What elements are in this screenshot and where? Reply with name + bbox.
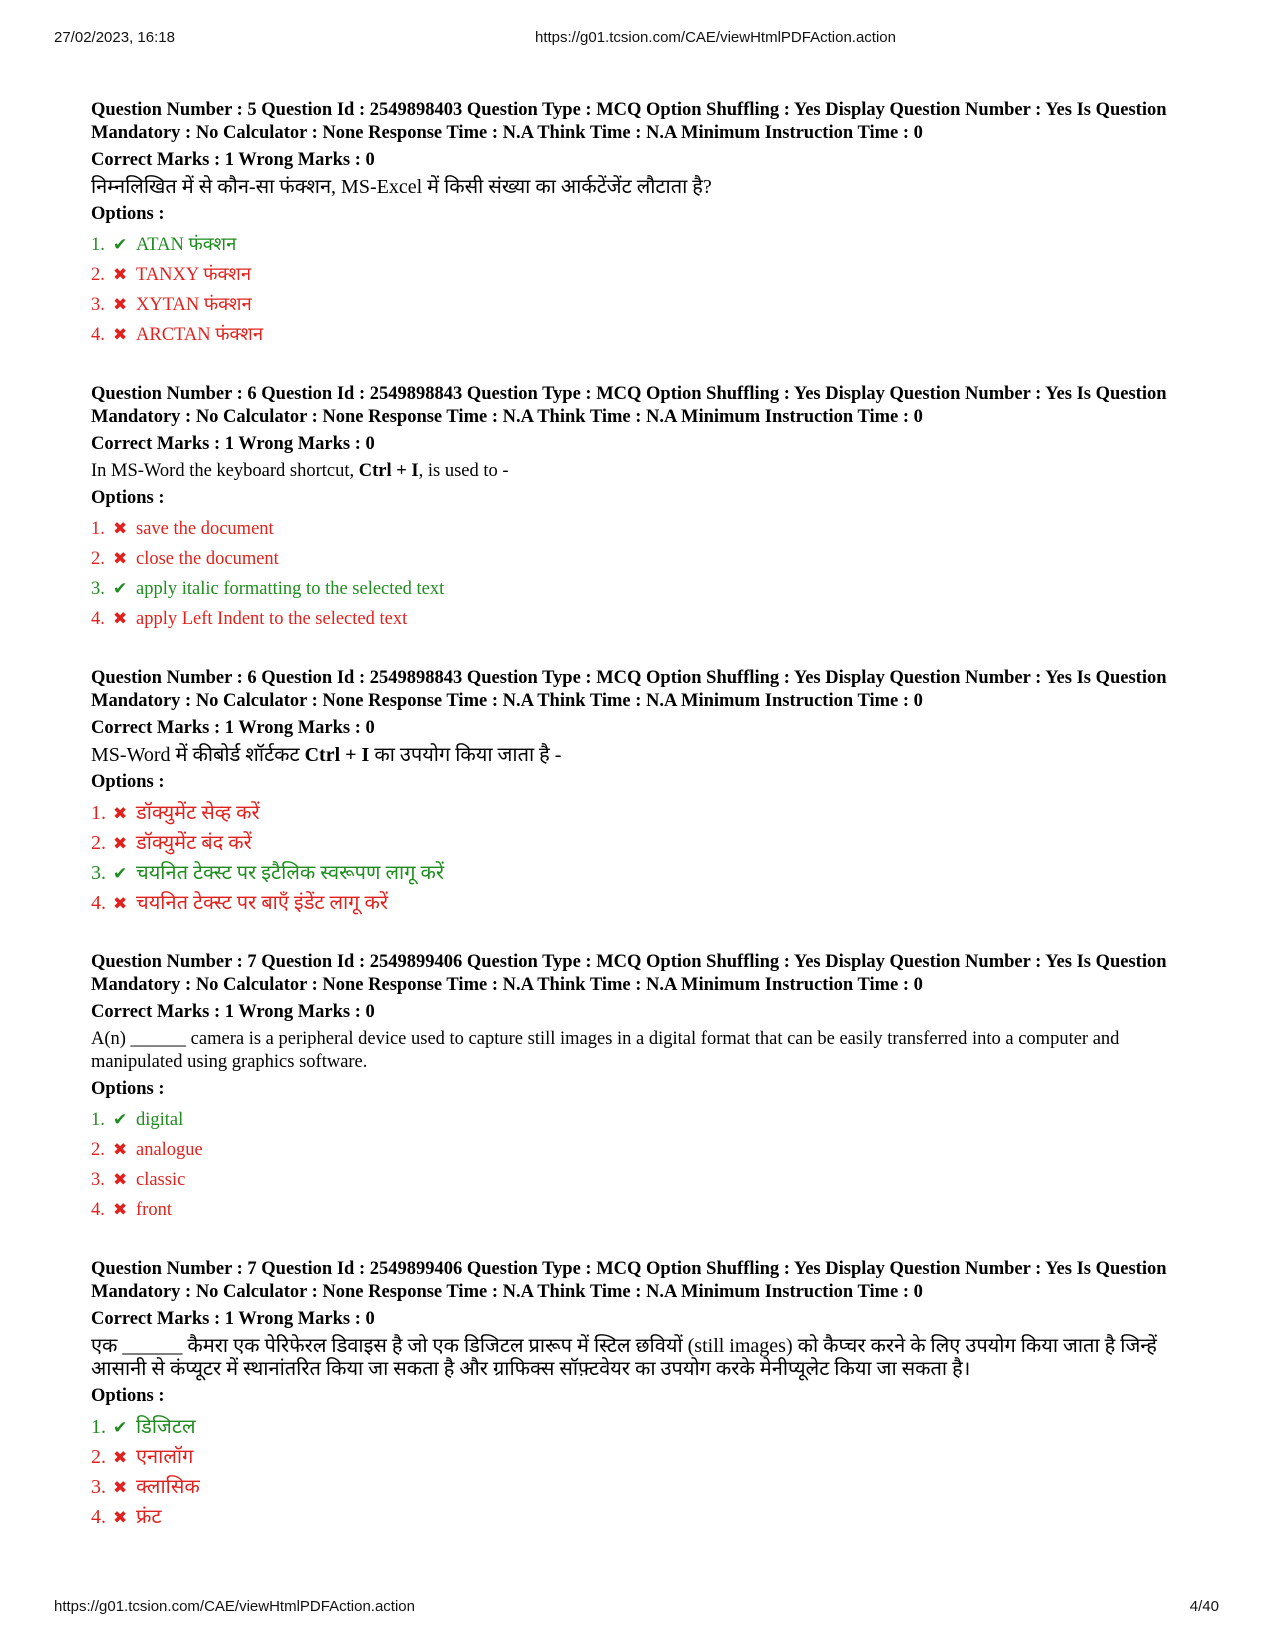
question-text: एक ______ कैमरा एक पेरिफेरल डिवाइस है जो एक डिजिटल प्रारूप में स्टिल छवियों (still images) को कैप्चर करने के लिए उपयोग किया जाता है जिन्हें आसानी से कंप्यूटर में स्थानांतरित किया जा सकता है और ग्राफिक्स सॉफ़्टवेयर का उपयोग करके मेनीप्यूलेट किया जा सकता है। xyxy=(91,1335,1157,1380)
question-text: In MS-Word the keyboard shortcut, Ctrl + I, is used to - xyxy=(91,461,509,481)
option-item: 3. ✖ XYTAN फंक्शन xyxy=(91,290,1191,320)
question-block-6-english xyxy=(91,383,1191,634)
cross-icon: ✖ xyxy=(113,894,128,913)
check-icon: ✔ xyxy=(113,579,128,598)
option-item: 4. ✖ चयनित टेक्स्ट पर बाएँ इंडेंट लागू करें xyxy=(91,888,1191,918)
option-text: फ्रंट xyxy=(136,1506,162,1528)
option-item: 2. ✖ close the document xyxy=(91,544,1191,574)
question-meta: Question Number : 7 Question Id : 2549899406 Question Type : MCQ Option Shuffling : Yes Display Question Number : Yes Is Question Mandatory : No Calculator : None Response Time : N.A Think Time : N.A Minimum Instruction Time : 0 xyxy=(91,952,1167,995)
question-block-7-hindi xyxy=(91,1258,1191,1532)
print-footer xyxy=(0,1598,1275,1618)
question-text: MS-Word में कीबोर्ड शॉर्टकट Ctrl + I का उपयोग किया जाता है - xyxy=(91,744,562,766)
option-list xyxy=(91,230,1191,350)
option-item: 3. ✔ चयनित टेक्स्ट पर इटैलिक स्वरूपण लागू करें xyxy=(91,858,1191,888)
option-text: close the document xyxy=(136,549,279,569)
option-text: क्लासिक xyxy=(136,1476,200,1498)
option-text: चयनित टेक्स्ट पर बाएँ इंडेंट लागू करें xyxy=(136,892,389,914)
cross-icon: ✖ xyxy=(113,1170,128,1189)
question-meta: Question Number : 7 Question Id : 2549899406 Question Type : MCQ Option Shuffling : Yes Display Question Number : Yes Is Question Mandatory : No Calculator : None Response Time : N.A Think Time : N.A Minimum Instruction Time : 0 xyxy=(91,1259,1167,1302)
option-list xyxy=(91,798,1191,918)
question-meta: Question Number : 6 Question Id : 2549898843 Question Type : MCQ Option Shuffling : Yes Display Question Number : Yes Is Question Mandatory : No Calculator : None Response Time : N.A Think Time : N.A Minimum Instruction Time : 0 xyxy=(91,668,1167,711)
option-text: digital xyxy=(136,1110,184,1130)
option-text: ARCTAN फंक्शन xyxy=(136,325,264,345)
check-icon: ✔ xyxy=(113,235,128,254)
question-text: A(n) ______ camera is a peripheral device used to capture still images in a digital format that can be easily transferred into a computer and manipulated using graphics software. xyxy=(91,1029,1120,1072)
cross-icon: ✖ xyxy=(113,295,128,314)
cross-icon: ✖ xyxy=(113,1508,128,1527)
page-number: 4/40 xyxy=(1189,1598,1219,1615)
cross-icon: ✖ xyxy=(113,325,128,344)
cross-icon: ✖ xyxy=(113,609,128,628)
question-marks: Correct Marks : 1 Wrong Marks : 0 xyxy=(91,1002,375,1022)
option-text: analogue xyxy=(136,1140,203,1160)
question-meta: Question Number : 6 Question Id : 2549898843 Question Type : MCQ Option Shuffling : Yes Display Question Number : Yes Is Question Mandatory : No Calculator : None Response Time : N.A Think Time : N.A Minimum Instruction Time : 0 xyxy=(91,384,1167,427)
question-block-5-hindi xyxy=(91,99,1191,350)
option-item: 2. ✖ एनालॉग xyxy=(91,1442,1191,1472)
option-item: 2. ✖ डॉक्युमेंट बंद करें xyxy=(91,828,1191,858)
option-text: front xyxy=(136,1200,172,1220)
option-text: चयनित टेक्स्ट पर इटैलिक स्वरूपण लागू करें xyxy=(136,862,445,884)
option-list xyxy=(91,514,1191,634)
option-text: XYTAN फंक्शन xyxy=(136,295,252,315)
cross-icon: ✖ xyxy=(113,265,128,284)
option-text: classic xyxy=(136,1170,186,1190)
option-list xyxy=(91,1412,1191,1532)
option-item: 3. ✖ classic xyxy=(91,1165,1191,1195)
cross-icon: ✖ xyxy=(113,519,128,538)
options-label: Options : xyxy=(91,204,165,224)
question-marks: Correct Marks : 1 Wrong Marks : 0 xyxy=(91,718,375,738)
question-text: निम्नलिखित में से कौन-सा फंक्शन, MS-Excel में किसी संख्या का आर्कटेंजेंट लौटाता है? xyxy=(91,176,712,198)
option-item: 4. ✖ ARCTAN फंक्शन xyxy=(91,320,1191,350)
option-text: डिजिटल xyxy=(136,1416,196,1438)
option-item: 1. ✖ save the document xyxy=(91,514,1191,544)
shortcut-key: Ctrl + I xyxy=(358,461,419,481)
cross-icon: ✖ xyxy=(113,1200,128,1219)
option-item: 3. ✔ apply italic formatting to the selected text xyxy=(91,574,1191,604)
option-item: 2. ✖ TANXY फंक्शन xyxy=(91,260,1191,290)
check-icon: ✔ xyxy=(113,864,128,883)
option-item: 1. ✔ डिजिटल xyxy=(91,1412,1191,1442)
print-header xyxy=(0,29,1275,49)
question-paper xyxy=(91,99,1191,1565)
print-datetime: 27/02/2023, 16:18 xyxy=(54,29,175,46)
question-block-6-hindi xyxy=(91,667,1191,918)
cross-icon: ✖ xyxy=(113,1140,128,1159)
option-item: 4. ✖ फ्रंट xyxy=(91,1502,1191,1532)
question-block-7-english xyxy=(91,951,1191,1225)
option-text: apply Left Indent to the selected text xyxy=(136,609,408,629)
cross-icon: ✖ xyxy=(113,804,128,823)
shortcut-key: Ctrl + I xyxy=(304,744,370,766)
option-text: TANXY फंक्शन xyxy=(136,265,252,285)
question-meta: Question Number : 5 Question Id : 2549898403 Question Type : MCQ Option Shuffling : Yes Display Question Number : Yes Is Question Mandatory : No Calculator : None Response Time : N.A Think Time : N.A Minimum Instruction Time : 0 xyxy=(91,100,1167,143)
print-footer-url: https://g01.tcsion.com/CAE/viewHtmlPDFAction.action xyxy=(54,1598,415,1615)
print-header-url: https://g01.tcsion.com/CAE/viewHtmlPDFAction.action xyxy=(535,29,896,46)
cross-icon: ✖ xyxy=(113,1478,128,1497)
cross-icon: ✖ xyxy=(113,1448,128,1467)
cross-icon: ✖ xyxy=(113,549,128,568)
options-label: Options : xyxy=(91,772,165,792)
option-text: डॉक्युमेंट बंद करें xyxy=(136,832,252,854)
question-marks: Correct Marks : 1 Wrong Marks : 0 xyxy=(91,150,375,170)
option-text: ATAN फंक्शन xyxy=(136,235,237,255)
options-label: Options : xyxy=(91,488,165,508)
option-item: 4. ✖ apply Left Indent to the selected text xyxy=(91,604,1191,634)
options-label: Options : xyxy=(91,1079,165,1099)
check-icon: ✔ xyxy=(113,1110,128,1129)
option-item: 2. ✖ analogue xyxy=(91,1135,1191,1165)
check-icon: ✔ xyxy=(113,1418,128,1437)
option-text: save the document xyxy=(136,519,274,539)
option-list xyxy=(91,1105,1191,1225)
question-marks: Correct Marks : 1 Wrong Marks : 0 xyxy=(91,434,375,454)
option-item: 4. ✖ front xyxy=(91,1195,1191,1225)
option-text: apply italic formatting to the selected text xyxy=(136,579,445,599)
option-item: 1. ✔ ATAN फंक्शन xyxy=(91,230,1191,260)
option-text: डॉक्युमेंट सेव्ह करें xyxy=(136,802,260,824)
option-text: एनालॉग xyxy=(136,1446,194,1468)
question-marks: Correct Marks : 1 Wrong Marks : 0 xyxy=(91,1309,375,1329)
option-item: 1. ✖ डॉक्युमेंट सेव्ह करें xyxy=(91,798,1191,828)
options-label: Options : xyxy=(91,1386,165,1406)
option-item: 1. ✔ digital xyxy=(91,1105,1191,1135)
cross-icon: ✖ xyxy=(113,834,128,853)
option-item: 3. ✖ क्लासिक xyxy=(91,1472,1191,1502)
